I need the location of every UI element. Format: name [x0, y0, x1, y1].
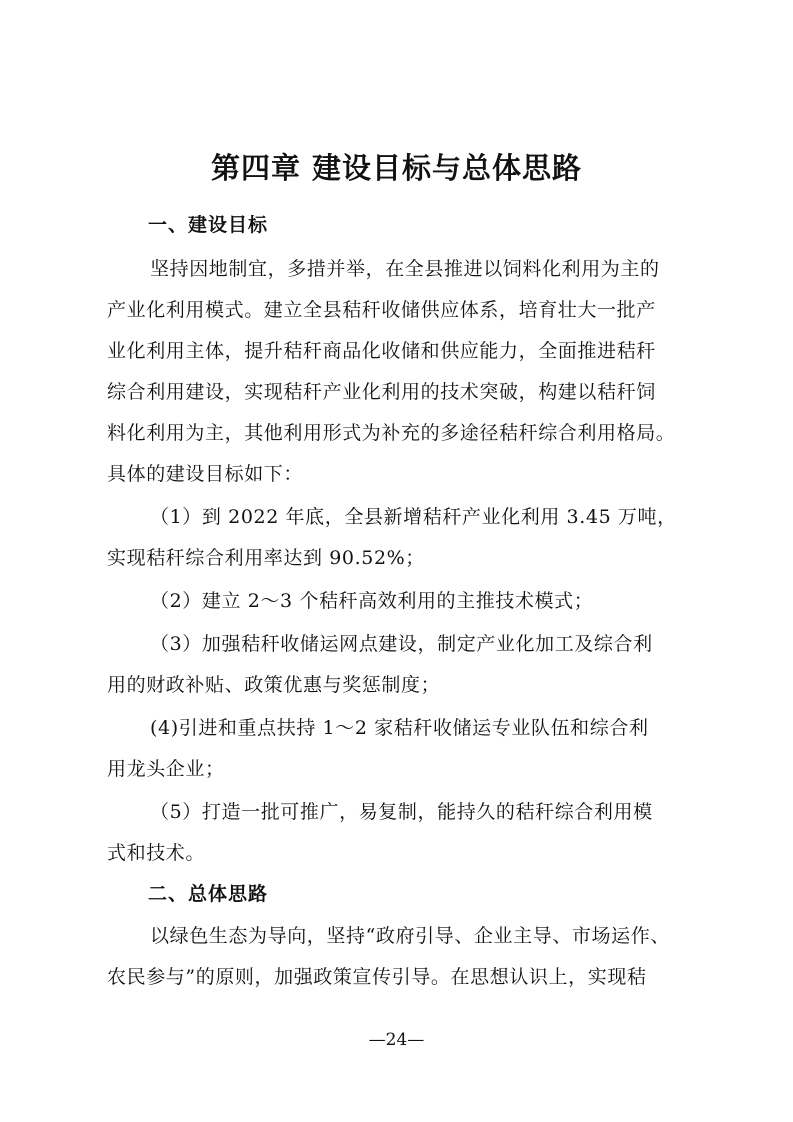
page-number: —24—: [368, 1030, 425, 1050]
section-heading-goals: 一、建设目标: [148, 214, 269, 236]
goal-item-2-line: （2）建立 2～3 个秸秆高效利用的主推技术模式；: [150, 590, 594, 612]
goal-item-3-line: （3）加强秸秆收储运网点建设，制定产业化加工及综合利: [150, 633, 653, 655]
paragraph-line: 农民参与”的原则，加强政策宣传引导。在思想认识上，实现秸: [107, 966, 647, 988]
goal-item-4-line: (4)引进和重点扶持 1～2 家秸秆收储运专业队伍和综合利: [150, 717, 649, 739]
goal-item-3-line: 用的财政补贴、政策优惠与奖惩制度；: [107, 674, 441, 696]
goal-item-1-line: （1）到 2022 年底，全县新增秸秆产业化利用 3.45 万吨，: [150, 506, 677, 528]
paragraph-line: 产业化利用模式。建立全县秸秆收储供应体系，培育壮大一批产: [107, 299, 656, 321]
paragraph-line: 坚持因地制宜，多措并举，在全县推进以饲料化利用为主的: [150, 258, 660, 280]
chapter-title: 第四章 建设目标与总体思路: [210, 151, 583, 185]
paragraph-line: 以绿色生态为导向，坚持“政府引导、企业主导、市场运作、: [150, 925, 670, 947]
goal-item-4-line: 用龙头企业；: [107, 758, 225, 780]
paragraph-line: 综合利用建设，实现秸秆产业化利用的技术突破，构建以秸秆饲: [107, 381, 656, 403]
goal-item-1-line: 实现秸秆综合利用率达到 90.52%；: [107, 547, 425, 569]
section-heading-approach: 二、总体思路: [148, 883, 269, 905]
paragraph-line: 业化利用主体，提升秸秆商品化收储和供应能力，全面推进秸秆: [107, 340, 656, 362]
paragraph-line: 料化利用为主，其他利用形式为补充的多途径秸秆综合利用格局。: [107, 422, 676, 444]
goal-item-5-line: （5）打造一批可推广，易复制，能持久的秸秆综合利用模: [150, 801, 653, 823]
paragraph-line: 具体的建设目标如下：: [107, 463, 304, 485]
goal-item-5-line: 式和技术。: [107, 842, 206, 864]
